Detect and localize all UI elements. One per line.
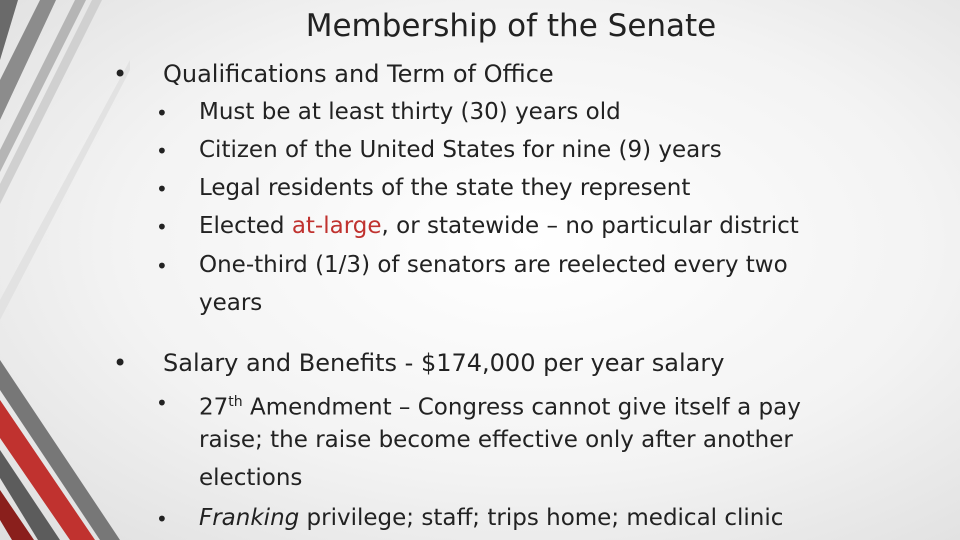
italic-term: Franking [199, 505, 300, 531]
list-bullet: • [156, 177, 168, 201]
list-item: One-third (1/3) of senators are reelected every two [199, 252, 788, 278]
list-bullet: • [156, 139, 168, 163]
list-bullet: • [156, 101, 168, 125]
list-bullet: • [156, 391, 168, 415]
list-item [199, 499, 783, 537]
ordinal-suffix: th [228, 394, 243, 410]
highlighted-term: at-large [291, 213, 382, 239]
section-bullet: • [113, 349, 128, 377]
list-item: Citizen of the United States for nine (9) years [199, 137, 722, 163]
section-heading-salary: Salary and Benefits - $174,000 per year salary [163, 349, 725, 377]
list-item [199, 207, 799, 245]
list-item: Legal residents of the state they represent [199, 175, 691, 201]
list-item-continuation: years [199, 290, 263, 316]
decorative-stripes [0, 0, 130, 540]
list-item-continuation: elections [199, 465, 303, 491]
list-bullet: • [156, 254, 168, 278]
list-item-text: Amendment – Congress cannot give itself a pay [242, 394, 801, 421]
list-item: Must be at least thirty (30) years old [199, 99, 621, 125]
section-bullet: • [113, 60, 128, 88]
slide-title: Membership of the Senate [305, 8, 717, 44]
ordinal-number: 27 [199, 394, 229, 421]
list-bullet: • [156, 507, 168, 531]
list-item-text: privilege; staff; trips home; medical clinic [299, 505, 784, 531]
list-item-text: , or statewide – no particular district [381, 213, 799, 239]
list-item-text: Elected [199, 213, 292, 239]
list-item-continuation: raise; the raise become effective only after another [199, 427, 793, 453]
list-bullet: • [156, 215, 168, 239]
section-heading-qualifications: Qualifications and Term of Office [163, 60, 554, 88]
